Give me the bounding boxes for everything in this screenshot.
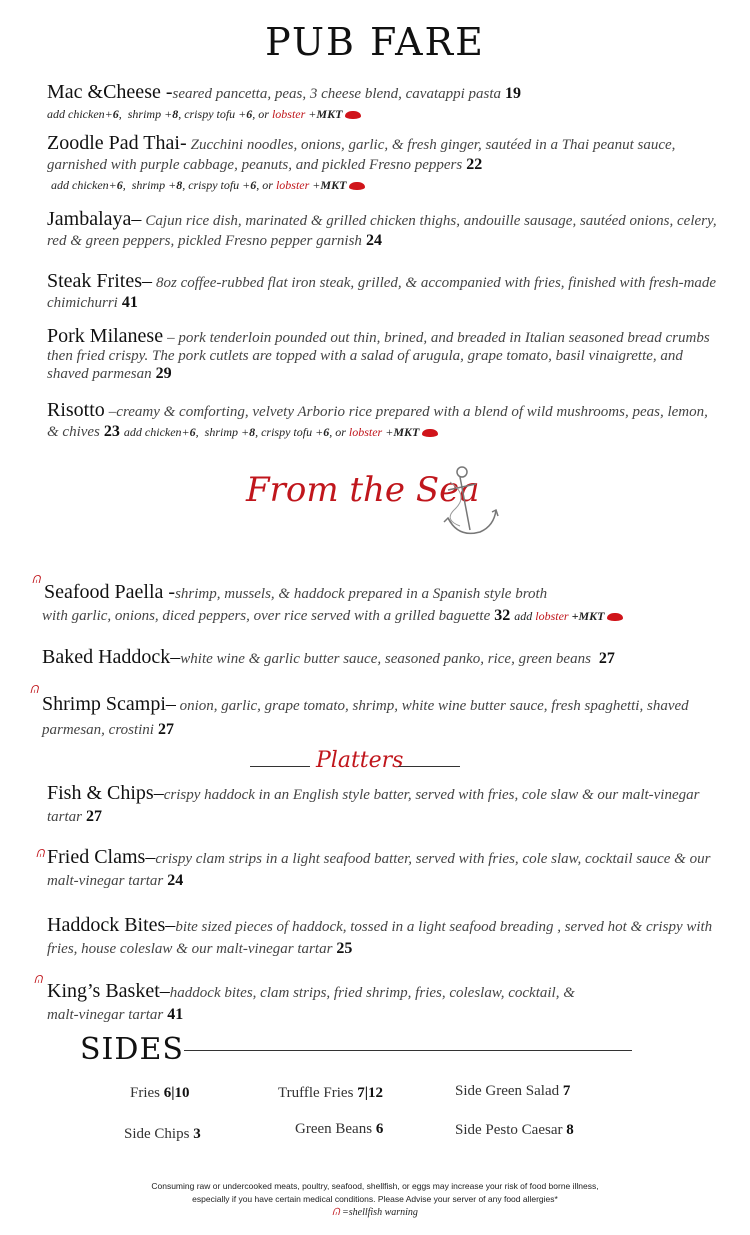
side-item: Green Beans 6 bbox=[295, 1121, 384, 1137]
menu-item-pork-milanese bbox=[47, 325, 717, 383]
item-price: 32 bbox=[494, 607, 511, 624]
item-price: 24 bbox=[167, 872, 184, 889]
item-name: Haddock Bites– bbox=[47, 914, 176, 936]
item-desc: with garlic, onions, diced peppers, over rice served with a grilled baguette bbox=[42, 608, 491, 624]
item-desc: Zucchini noodles, onions, garlic, & fresh ginger, sautéed in a Thai peanut sauce, garnished with purple cabbage, peanuts, and pickled Fresno peppers bbox=[47, 137, 676, 173]
addon-line: add chicken+6, shrimp +8, crispy tofu +6, or lobster +MKT bbox=[47, 107, 361, 121]
side-item: Fries 6|10 bbox=[130, 1085, 190, 1101]
item-desc: crispy clam strips in a light seafood batter, served with fries, cole slaw, cocktail sauce & our malt-vinegar tartar bbox=[47, 851, 711, 889]
item-price: 29 bbox=[155, 365, 172, 382]
shellfish-icon: ᕬ bbox=[30, 684, 39, 696]
lips-icon bbox=[607, 613, 623, 621]
lips-icon bbox=[345, 111, 361, 119]
menu-item-baked-haddock bbox=[42, 648, 712, 669]
item-desc: shrimp, mussels, & haddock prepared in a Spanish style broth bbox=[175, 586, 548, 602]
side-item: Side Chips 3 bbox=[124, 1126, 201, 1142]
anchor-icon bbox=[440, 462, 502, 546]
side-item: Side Pesto Caesar 8 bbox=[455, 1122, 574, 1138]
shellfish-icon: ᕬ bbox=[36, 848, 45, 860]
addon-line: add lobster +MKT bbox=[514, 609, 623, 623]
item-name: Risotto bbox=[47, 399, 105, 421]
item-desc: – pork tenderloin pounded out thin, brined, and breaded in Italian seasoned bread crumbs then fried crispy. The pork cutlets are topped with a salad of arugula, grape tomato, basil vinaigrette, and shaved parmesan bbox=[47, 330, 710, 382]
item-desc: haddock bites, clam strips, fried shrimp, fries, coleslaw, cocktail, & malt-vinegar tartar bbox=[47, 985, 575, 1023]
item-price: 19 bbox=[505, 85, 522, 102]
menu-item-mac-cheese bbox=[47, 83, 717, 124]
item-price: 25 bbox=[336, 940, 353, 957]
item-desc: white wine & garlic butter sauce, seasoned panko, rice, green beans bbox=[180, 651, 591, 667]
menu-item-kings-basket bbox=[47, 980, 607, 1026]
item-name: Fried Clams– bbox=[47, 846, 156, 868]
lips-icon bbox=[349, 182, 365, 190]
shellfish-icon: ᕬ bbox=[332, 1207, 340, 1218]
lips-icon bbox=[422, 429, 438, 437]
item-desc: 8oz coffee-rubbed flat iron steak, grilled, & accompanied with fries, finished with fresh-made chimichurri bbox=[47, 275, 717, 311]
menu-item-haddock-bites bbox=[47, 914, 717, 960]
item-price: 41 bbox=[167, 1006, 184, 1023]
side-item: Truffle Fries 7|12 bbox=[278, 1085, 383, 1101]
item-name: Mac &Cheese - bbox=[47, 81, 173, 103]
item-price: 27 bbox=[86, 808, 103, 825]
addon-line: add chicken+6, shrimp +8, crispy tofu +6, or lobster +MKT bbox=[51, 178, 365, 192]
disclaimer-line: especially if you have certain medical conditions. Please Advise your server of any food allergies* bbox=[192, 1194, 558, 1204]
divider bbox=[184, 1050, 632, 1051]
item-name: Jambalaya– bbox=[47, 208, 142, 230]
allergy-disclaimer bbox=[100, 1180, 650, 1219]
item-desc: crispy haddock in an English style batter, served with fries, cole slaw & our malt-vinegar tartar bbox=[47, 787, 700, 825]
menu-item-fried-clams bbox=[47, 846, 717, 892]
section-heading-sides: SIDES bbox=[80, 1032, 184, 1067]
item-name: Seafood Paella - bbox=[44, 581, 176, 603]
addon-line: add chicken+6, shrimp +8, crispy tofu +6, or lobster +MKT bbox=[124, 425, 438, 439]
item-name: Shrimp Scampi– bbox=[42, 693, 176, 715]
item-desc: bite sized pieces of haddock, tossed in a light seafood breading , served hot & crispy with fries, house coleslaw & our malt-vinegar tartar bbox=[47, 919, 713, 957]
shellfish-legend: ᕬ =shellfish warning bbox=[332, 1207, 418, 1218]
menu-item-seafood-paella-cont bbox=[42, 606, 712, 626]
item-price: 22 bbox=[466, 156, 483, 173]
item-price: 27 bbox=[598, 650, 615, 667]
menu-item-shrimp-scampi bbox=[42, 692, 712, 742]
item-price: 24 bbox=[365, 232, 382, 249]
section-heading-platters: Platters bbox=[316, 748, 404, 773]
shellfish-icon: ᕬ bbox=[32, 574, 41, 586]
page-title: PUB FARE bbox=[265, 20, 485, 64]
menu-item-zoodle-pad-thai bbox=[47, 134, 717, 195]
item-desc: onion, garlic, grape tomato, shrimp, white wine butter sauce, fresh spaghetti, shaved parmesan, crostini bbox=[42, 698, 689, 738]
shellfish-icon: ᕬ bbox=[34, 974, 43, 986]
menu-item-fish-chips bbox=[47, 782, 717, 828]
menu-item-jambalaya bbox=[47, 210, 717, 251]
item-name: Steak Frites– bbox=[47, 270, 152, 292]
disclaimer-line: Consuming raw or undercooked meats, poultry, seafood, shellfish, or eggs may increase your risk of food borne illness, bbox=[151, 1181, 599, 1191]
side-item: Side Green Salad 7 bbox=[455, 1083, 571, 1099]
divider bbox=[250, 766, 310, 767]
item-desc: –creamy & comforting, velvety Arborio rice prepared with a blend of wild mushrooms, peas, lemon, & chives bbox=[47, 404, 708, 440]
item-name: Pork Milanese bbox=[47, 325, 164, 347]
item-name: Zoodle Pad Thai- bbox=[47, 132, 187, 154]
item-name: King’s Basket– bbox=[47, 980, 170, 1002]
menu-item-seafood-paella bbox=[44, 580, 714, 607]
item-price: 41 bbox=[121, 294, 138, 311]
menu-item-risotto bbox=[47, 401, 717, 442]
item-name: Baked Haddock– bbox=[42, 646, 181, 668]
item-desc: Cajun rice dish, marinated & grilled chicken thighs, andouille sausage, sautéed onions, celery, red & green peppers, pickled Fresno pepper garnish bbox=[47, 213, 717, 249]
item-price: 23 bbox=[103, 423, 120, 440]
item-price: 27 bbox=[157, 721, 174, 738]
item-desc: seared pancetta, peas, 3 cheese blend, cavatappi pasta bbox=[172, 86, 502, 102]
section-heading-sea: From the Sea bbox=[246, 470, 480, 510]
menu-item-steak-frites bbox=[47, 272, 717, 313]
divider bbox=[398, 766, 460, 767]
item-name: Fish & Chips– bbox=[47, 782, 164, 804]
